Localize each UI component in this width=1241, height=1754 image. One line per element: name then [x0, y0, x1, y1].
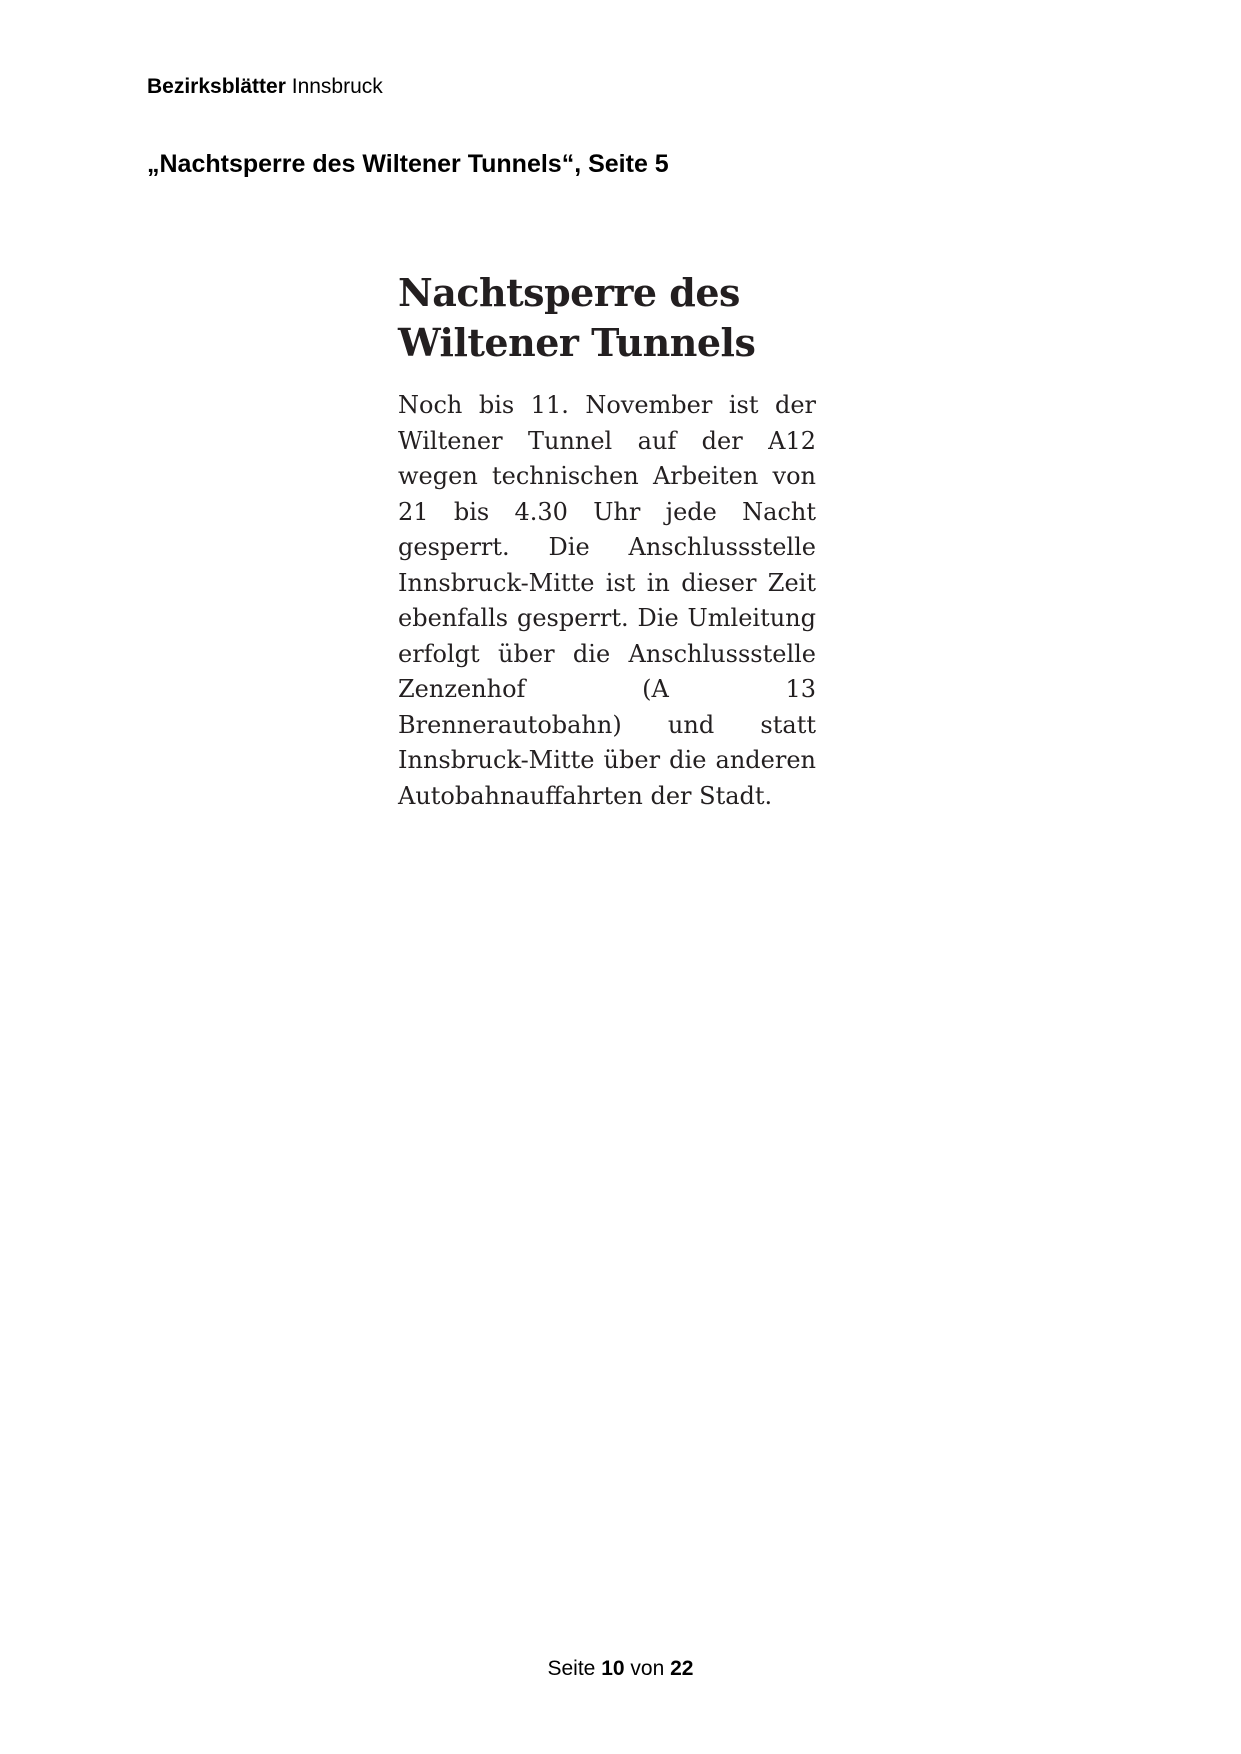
publication-region: Innsbruck: [291, 75, 383, 98]
page-number: [548, 1656, 694, 1682]
article-headline-line-2: Wiltener Tunnels: [398, 320, 756, 365]
page-current: 10: [601, 1657, 625, 1680]
article-headline-line-1: Nachtsperre des: [398, 270, 740, 315]
publication-header: [147, 74, 383, 100]
page-separator: von: [630, 1657, 665, 1680]
page-total: 22: [670, 1657, 694, 1680]
article-body: Noch bis 11. November ist der Wiltener Tunnel auf der A12 wegen technischen Arbeiten von 21 bis 4.30 Uhr jede Nacht gesperrt. Die Anschlussstelle Innsbruck-Mitte ist in dieser Zeit ebenfalls gesperrt. Die Umleitung erfolgt über die Anschlussstelle Zenzenhof (A 13 Brennerautobahn) und statt Innsbruck-Mitte über die anderen Autobahnauffahrten der Stadt.: [398, 391, 816, 810]
publication-name: Bezirksblätter: [147, 75, 286, 98]
article-clipping: [398, 268, 816, 814]
article-headline: [398, 268, 816, 368]
document-title: „Nachtsperre des Wiltener Tunnels“, Seite 5: [147, 150, 669, 178]
page-prefix: Seite: [547, 1657, 596, 1680]
page-footer: [0, 1656, 1241, 1682]
